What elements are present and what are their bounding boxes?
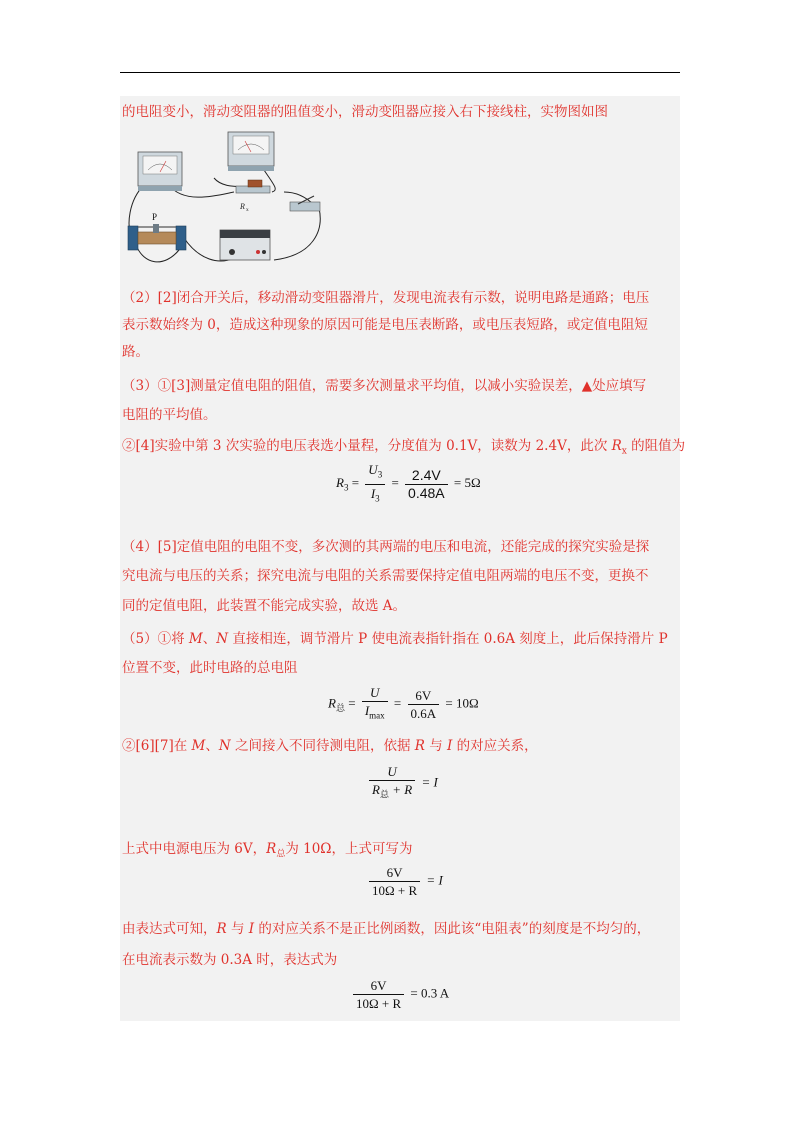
equation-at-0-3a	[350, 978, 449, 1011]
text-line-15	[122, 920, 650, 938]
equation-r-total: $R_总$ = $\frac{U}{I_{max}}$ = $\frac{6V}{0.6A}$ = 10Ω	[328, 685, 479, 724]
eq3-den-a: R	[372, 782, 380, 797]
text-segment: （5）①将	[122, 631, 189, 647]
eq4-rhs: = I	[426, 872, 443, 888]
text-segment: 为 10Ω，上式可写为	[285, 841, 413, 857]
eq2-lhs-sub: 总	[335, 702, 345, 713]
text-var-r: R	[611, 438, 622, 454]
eq4-frac	[369, 865, 420, 898]
text-line-2: （2）[2]闭合开关后，移动滑动变阻器滑片，发现电流表有示数，说明电路是通路；电压	[122, 290, 650, 306]
text-line-6: 电阻的平均值。	[122, 407, 217, 423]
eq3-num: U	[369, 764, 415, 781]
eq3-den-b: + R	[388, 782, 413, 797]
eq1-den1: I	[370, 485, 376, 501]
text-segment: 之间接入不同待测电阻，依据	[230, 738, 415, 754]
eq1-den1-sub: 3	[375, 493, 380, 504]
text-segment: 的对应关系，	[452, 738, 538, 754]
text-segment: 的对应关系不是正比例函数，因此该“电阻表”的刻度是不均匀的，	[254, 921, 651, 937]
eq3-rhs: = I	[421, 774, 438, 790]
eq2-frac-1	[362, 685, 388, 724]
text-var-n: N	[216, 631, 229, 647]
text-var-m: M	[188, 631, 203, 647]
text-line-3: 表示数始终为 0，造成这种现象的原因可能是电压表断路，或电压表短路，或定值电阻短	[122, 317, 648, 333]
text-line-5: （3）①[3]测量定值电阻的阻值，需要多次测量求平均值，以减小实验误差，▲处应填写	[122, 378, 647, 394]
eq4-num: 6V	[369, 865, 420, 882]
text-segment: 、	[205, 738, 219, 754]
text-line-14	[122, 840, 413, 864]
text-segment: 的阻值为	[626, 438, 686, 454]
text-sub-x: x	[621, 446, 627, 457]
rx-label-sub: x	[246, 207, 249, 213]
text-line-7	[122, 437, 685, 461]
equation-substituted	[366, 865, 443, 898]
eq5-frac	[353, 978, 404, 1011]
text-segment: 与	[226, 921, 249, 937]
eq2-den1-sub: max	[369, 710, 385, 721]
text-sub-total: 总	[276, 849, 286, 860]
text-line-1: 的电阻变小，滑动变阻器的阻值变小，滑动变阻器应接入右下接线柱，实物图如图	[122, 104, 608, 120]
text-line-13	[122, 737, 538, 755]
text-line-10: 同的定值电阻，此装置不能完成实验，故选 A。	[122, 598, 407, 614]
eq2-num1: U	[362, 685, 388, 702]
text-var-r: R	[216, 921, 227, 937]
eq1-lhs: R	[336, 475, 344, 491]
eq4-den: 10Ω + R	[372, 883, 418, 898]
header-rule	[120, 72, 680, 73]
text-var-r: R	[266, 841, 277, 857]
eq2-den1: I	[364, 703, 370, 718]
text-segment: 上式中电源电压为 6V，	[122, 841, 267, 857]
eq5-rhs: = 0.3 A	[410, 985, 450, 1001]
eq5-num: 6V	[353, 978, 404, 995]
text-line-8: （4）[5]定值电阻的电阻不变，多次测的其两端的电压和电流，还能完成的探究实验是探	[122, 539, 650, 555]
eq1-den2: 0.48A	[408, 484, 445, 501]
eq2-frac-2	[408, 688, 440, 721]
eq2-num2: 6V	[408, 688, 440, 705]
eq3-frac	[369, 764, 415, 803]
text-var-r: R	[414, 738, 425, 754]
text-var-i: I	[248, 921, 255, 937]
eq5-den: 10Ω + R	[356, 996, 402, 1011]
p-label: P	[152, 212, 158, 222]
eq1-num1-sub: 3	[377, 469, 383, 480]
text-line-16: 在电流表示数为 0.3A 时，表达式为	[122, 952, 338, 968]
text-var-i: I	[447, 738, 453, 754]
eq2-lhs: R	[328, 695, 336, 711]
equation-r3: $R_3$ = $\frac{U_3}{I_3}$ = $\frac{2.4V}{0.48A}$ = 5Ω	[336, 462, 481, 506]
eq1-num2: 2.4V	[405, 468, 448, 485]
text-segment: ②[6][7]在	[122, 738, 192, 754]
text-segment: 、	[202, 631, 217, 647]
eq2-rhs: = 10Ω	[445, 695, 479, 711]
eq1-rhs: = 5Ω	[453, 475, 481, 491]
text-line-11	[122, 630, 668, 648]
eq3-den-sub: 总	[379, 789, 389, 800]
circuit-figure	[124, 130, 326, 270]
text-line-4: 路。	[122, 344, 149, 360]
text-segment: ②[4]实验中第 3 次实验的电压表选小量程，分度值为 0.1V，读数为 2.4V，此次	[122, 438, 612, 454]
text-line-12: 位置不变，此时电路的总电阻	[122, 660, 298, 676]
eq1-lhs-sub: 3	[343, 482, 349, 493]
rx-label: R	[240, 202, 245, 211]
eq2-den2: 0.6A	[410, 705, 437, 721]
text-segment: 直接相连，调节滑片 P 使电流表指针指在 0.6A 刻度上，此后保持滑片 P	[228, 631, 668, 647]
eq1-num1: U	[368, 462, 378, 477]
text-segment: 与	[424, 738, 448, 754]
eq1-frac-1	[365, 462, 385, 506]
text-segment: 由表达式可知，	[122, 921, 217, 937]
text-var-n: N	[218, 738, 231, 754]
text-var-m: M	[191, 738, 206, 754]
text-line-9: 究电流与电压的关系；探究电流与电阻的关系需要保持定值电阻两端的电压不变，更换不	[122, 568, 649, 584]
eq1-frac-2	[405, 468, 448, 501]
equation-general	[366, 764, 438, 803]
